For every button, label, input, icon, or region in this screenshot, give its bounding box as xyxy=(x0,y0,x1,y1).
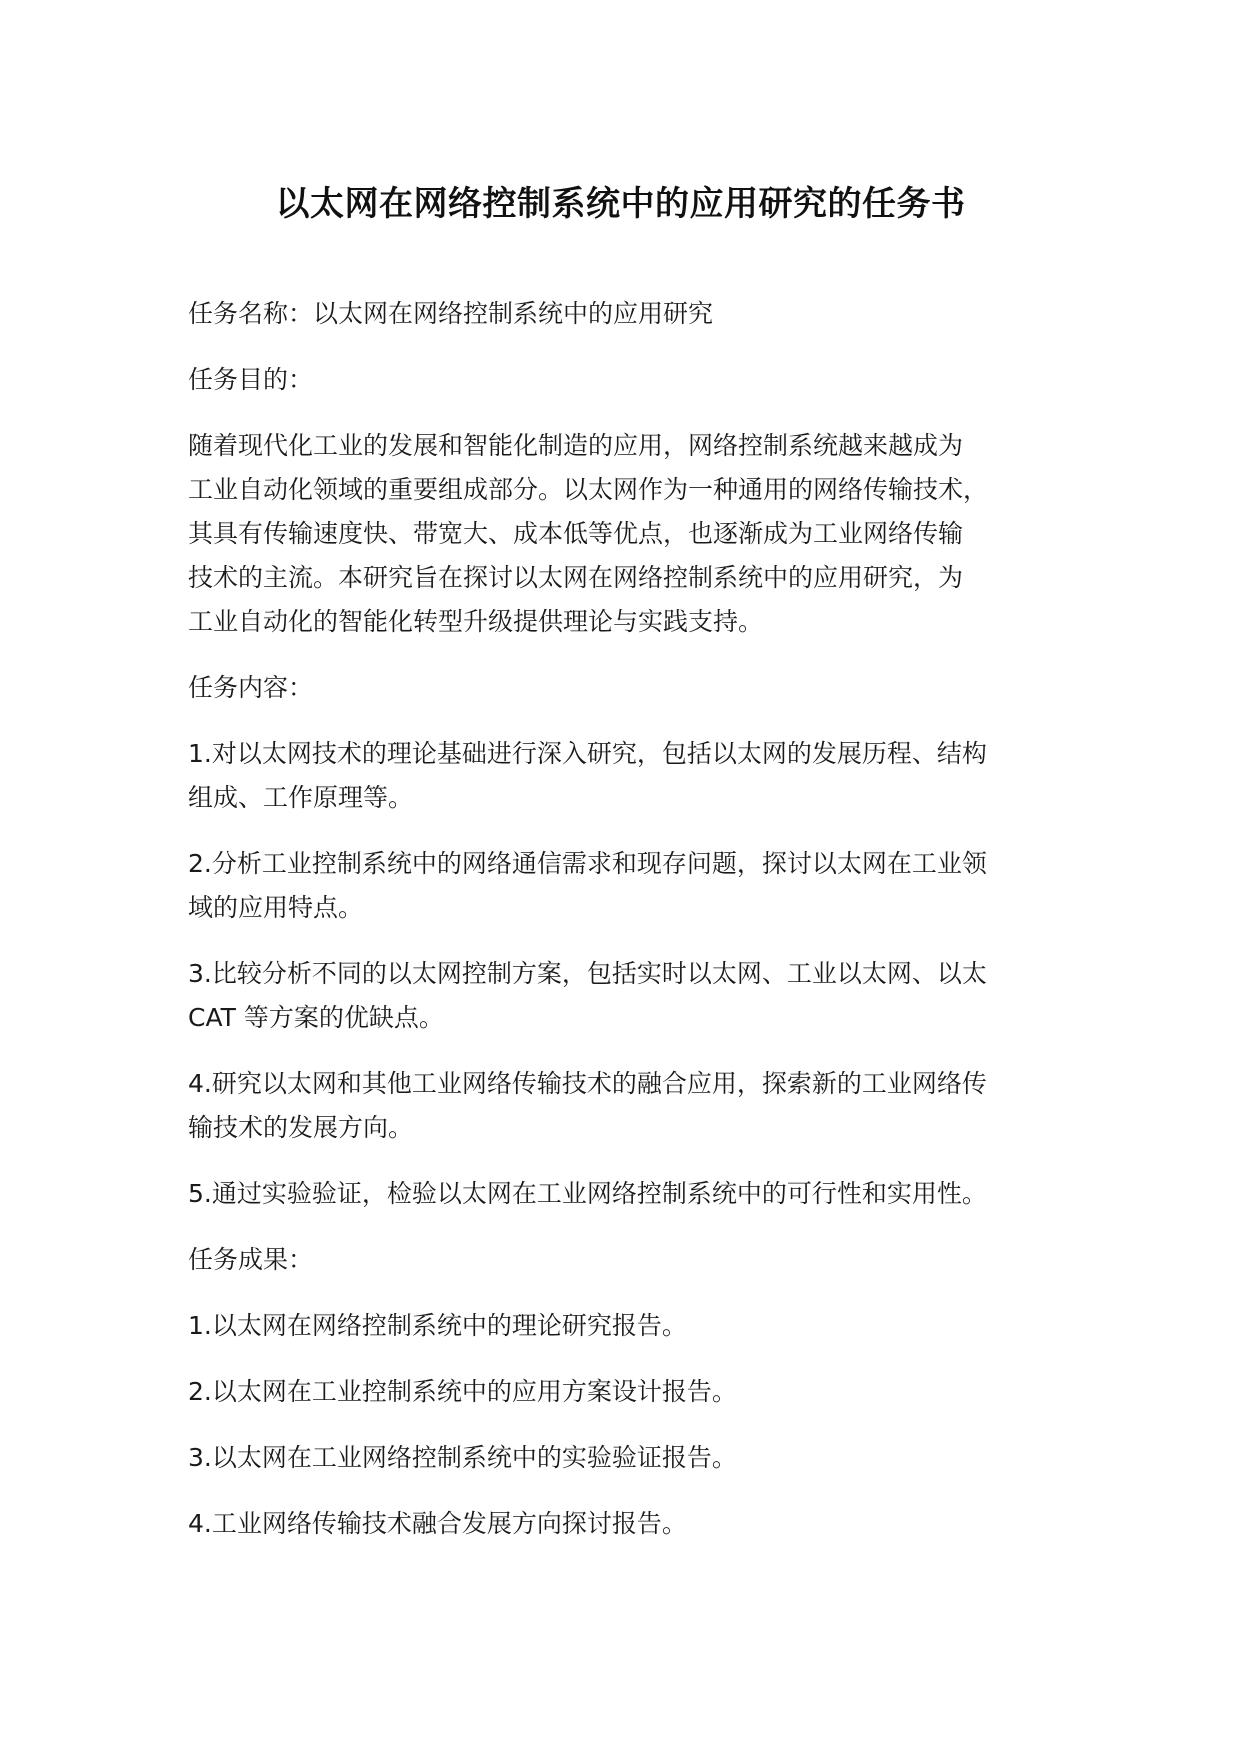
content-item: 4.研究以太网和其他工业网络传输技术的融合应用，探索新的工业网络传 输技术的发展方向。 xyxy=(188,1069,987,1142)
purpose-heading: 任务目的： xyxy=(188,365,314,394)
document-title: 以太网在网络控制系统中的应用研究的任务书 xyxy=(275,184,966,224)
content-item: 3.比较分析不同的以太网控制方案，包括实时以太网、工业以太网、以太 CAT 等方案的优缺点。 xyxy=(188,959,987,1032)
result-item: 4.工业网络传输技术融合发展方向探讨报告。 xyxy=(188,1509,687,1538)
result-item: 3.以太网在工业网络控制系统中的实验验证报告。 xyxy=(188,1443,737,1472)
content-item: 1.对以太网技术的理论基础进行深入研究，包括以太网的发展历程、结构 组成、工作原理等。 xyxy=(188,739,987,812)
result-item: 1.以太网在网络控制系统中的理论研究报告。 xyxy=(188,1311,687,1340)
content-heading: 任务内容： xyxy=(188,673,314,702)
document-body xyxy=(188,292,1088,1568)
purpose-paragraph: 随着现代化工业的发展和智能化制造的应用，网络控制系统越来越成为 工业自动化领域的重要组成部分。以太网作为一种通用的网络传输技术， 其具有传输速度快、带宽大、成本低等优点，也逐渐成为工业网络传输 技术的主流。本研究旨在探讨以太网在网络控制系统中的应用研究，为 工业自动化的智能化转型升级提供理论与实践支持。 xyxy=(188,431,989,636)
content-item: 5.通过实验验证，检验以太网在工业网络控制系统中的可行性和实用性。 xyxy=(188,1179,987,1208)
content-item: 2.分析工业控制系统中的网络通信需求和现存问题，探讨以太网在工业领 域的应用特点。 xyxy=(188,849,987,922)
task-name: 任务名称：以太网在网络控制系统中的应用研究 xyxy=(188,299,714,328)
result-item: 2.以太网在工业控制系统中的应用方案设计报告。 xyxy=(188,1377,737,1406)
results-heading: 任务成果： xyxy=(188,1245,314,1274)
